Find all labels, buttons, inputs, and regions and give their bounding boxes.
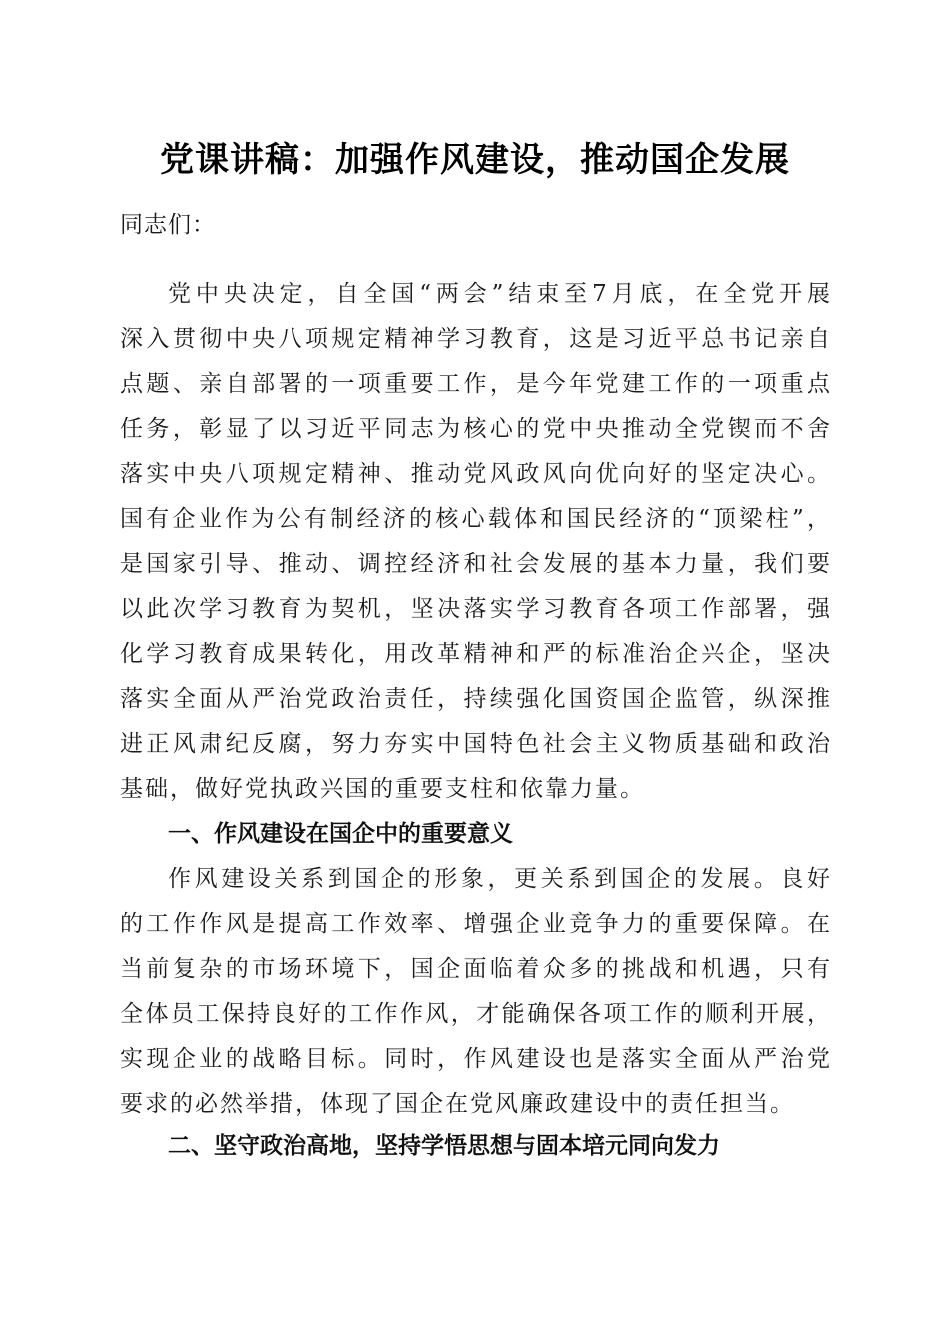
- paragraph-line: 以此次学习教育为契机，坚决落实学习教育各项工作部署，强: [120, 596, 832, 622]
- paragraph-line: 任务，彰显了以习近平同志为核心的党中央推动全党锲而不舍: [120, 416, 832, 442]
- paragraph-line: 全体员工保持良好的工作作风，才能确保各项工作的顺利开展，: [120, 1001, 832, 1027]
- paragraph-section-1: [120, 857, 832, 1127]
- paragraph-line: 党中央决定，自全国“两会”结束至7月底，在全党开展: [168, 281, 832, 307]
- document-title: 党课讲稿：加强作风建设，推动国企发展: [160, 140, 790, 180]
- paragraph-intro: [120, 272, 832, 812]
- paragraph-line: 国有企业作为公有制经济的核心载体和国民经济的“顶梁柱”，: [120, 506, 832, 532]
- paragraph-line: 是国家引导、推动、调控经济和社会发展的基本力量，我们要: [120, 551, 832, 577]
- paragraph-line: 的工作作风是提高工作效率、增强企业竞争力的重要保障。在: [120, 911, 832, 937]
- salutation: 同志们：: [120, 212, 216, 238]
- section-heading-1: 一、作风建设在国企中的重要意义: [168, 821, 513, 847]
- paragraph-line: 落实全面从严治党政治责任，持续强化国资国企监管，纵深推: [120, 686, 832, 712]
- paragraph-line: 进正风肃纪反腐，努力夯实中国特色社会主义物质基础和政治: [120, 731, 832, 757]
- paragraph-line: 当前复杂的市场环境下，国企面临着众多的挑战和机遇，只有: [120, 956, 832, 982]
- paragraph-line: 深入贯彻中央八项规定精神学习教育，这是习近平总书记亲自: [120, 326, 832, 352]
- paragraph-line: 化学习教育成果转化，用改革精神和严的标准治企兴企，坚决: [120, 641, 832, 667]
- paragraph-line: 作风建设关系到国企的形象，更关系到国企的发展。良好: [168, 866, 832, 892]
- paragraph-line: 基础，做好党执政兴国的重要支柱和依靠力量。: [120, 776, 645, 802]
- paragraph-line: 实现企业的战略目标。同时，作风建设也是落实全面从严治党: [120, 1046, 832, 1072]
- paragraph-line: 点题、亲自部署的一项重要工作，是今年党建工作的一项重点: [120, 371, 832, 397]
- paragraph-line: 落实中央八项规定精神、推动党风政风向优向好的坚定决心。: [120, 461, 832, 487]
- section-heading-2: 二、坚守政治高地，坚持学悟思想与固本培元同向发力: [168, 1133, 720, 1159]
- paragraph-line: 要求的必然举措，体现了国企在党风廉政建设中的责任担当。: [120, 1091, 795, 1117]
